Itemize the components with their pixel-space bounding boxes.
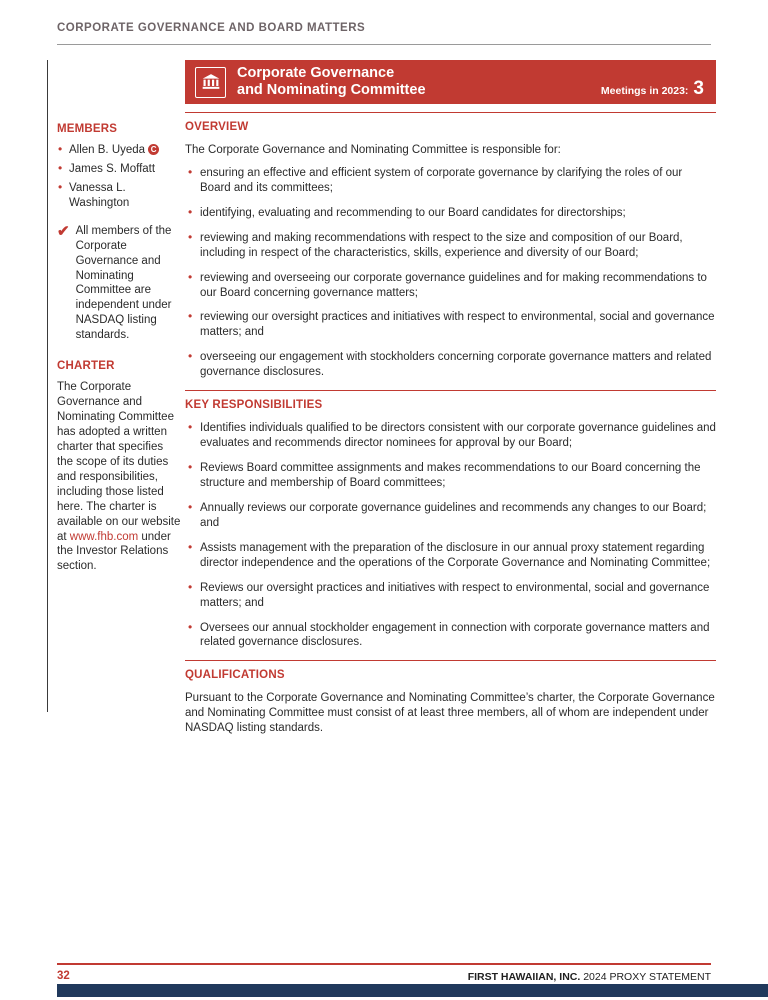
footer-text bbox=[468, 971, 711, 983]
independence-note bbox=[57, 224, 181, 344]
qualifications-heading: QUALIFICATIONS bbox=[185, 669, 285, 682]
member-item bbox=[57, 143, 181, 158]
independence-note-text: All members of the Corporate Governance and Nominating Committee are independent under NASDAQ listing standards. bbox=[75, 224, 172, 342]
overview-bullet bbox=[185, 310, 716, 340]
charter-text-before-link: The Corporate Governance and Nominating Committee has adopted a written charter that specifies the scope of its duties and responsibilities, including those listed here. The charter is available on our website at bbox=[57, 381, 181, 543]
overview-bullet bbox=[185, 271, 716, 301]
key-responsibility-bullet bbox=[185, 461, 716, 491]
chair-badge: C bbox=[148, 144, 159, 155]
bullet-text: reviewing our oversight practices and initiatives with respect to environmental, social and governance matters; and bbox=[200, 311, 715, 339]
overview-intro: The Corporate Governance and Nominating Committee is responsible for: bbox=[185, 143, 561, 156]
qualifications-section bbox=[185, 660, 716, 736]
bullet-text: Assists management with the preparation of the disclosure in our annual proxy statement regarding director independence and the operations of the Corporate Governance and Nominating Committee; bbox=[200, 541, 711, 569]
key-responsibilities-bullet-list bbox=[185, 421, 716, 650]
overview-bullet bbox=[185, 231, 716, 261]
footer-company-name: FIRST HAWAIIAN, INC. bbox=[467, 971, 581, 983]
charter-heading: CHARTER bbox=[57, 360, 115, 373]
page-section-header: CORPORATE GOVERNANCE AND BOARD MATTERS bbox=[57, 22, 366, 34]
sidebar bbox=[57, 122, 181, 574]
bullet-text: Identifies individuals qualified to be directors consistent with our corporate governance guidelines and evaluates and recommends director nominees for approval by our Board; bbox=[200, 422, 716, 450]
page-number: 32 bbox=[57, 970, 70, 982]
key-responsibility-bullet bbox=[185, 581, 716, 611]
bank-icon bbox=[195, 67, 226, 98]
member-item bbox=[57, 162, 181, 177]
left-margin-rule bbox=[47, 60, 48, 712]
overview-section bbox=[185, 112, 716, 380]
overview-bullet bbox=[185, 350, 716, 380]
bullet-text: reviewing and overseeing our corporate governance guidelines and for making recommendations to our Board concerning governance matters; bbox=[200, 271, 707, 299]
bullet-text: Reviews our oversight practices and initiatives with respect to environmental, social and governance matters; and bbox=[200, 581, 710, 609]
charter-text-after-link: under the Investor Relations section. bbox=[57, 530, 171, 573]
bullet-text: Annually reviews our corporate governance guidelines and recommends any changes to our Board; and bbox=[200, 501, 707, 529]
overview-bullet bbox=[185, 166, 716, 196]
bullet-text: identifying, evaluating and recommending to our Board candidates for directorships; bbox=[200, 206, 626, 219]
meetings-counter bbox=[601, 79, 704, 104]
committee-title-line1: Corporate Governance bbox=[237, 64, 395, 81]
committee-title-line2: and Nominating Committee bbox=[237, 82, 426, 98]
bullet-text: Reviews Board committee assignments and makes recommendations to our Board concerning the structure and membership of Board committees; bbox=[200, 462, 701, 489]
bullet-text: reviewing and making recommendations with respect to the size and composition of our Board, including in respect of the characteristics, skills, experience and diversity of our Board; bbox=[200, 231, 683, 259]
member-name: James S. Moffatt bbox=[69, 162, 156, 175]
members-heading: MEMBERS bbox=[57, 123, 118, 135]
footer-divider bbox=[57, 963, 711, 965]
header-divider bbox=[57, 44, 711, 45]
committee-title bbox=[237, 65, 426, 99]
meetings-label: Meetings in 2023: bbox=[600, 85, 689, 98]
key-responsibilities-heading: KEY RESPONSIBILITIES bbox=[185, 399, 323, 412]
bullet-text: overseeing our engagement with stockholders concerning corporate governance matters and related governance disclosures. bbox=[200, 351, 712, 379]
charter-text bbox=[57, 380, 181, 574]
overview-bullet bbox=[185, 206, 716, 221]
key-responsibility-bullet bbox=[185, 421, 716, 451]
members-list bbox=[57, 143, 181, 211]
fhb-website-link[interactable]: www.fhb.com bbox=[69, 530, 139, 543]
key-responsibilities-section bbox=[185, 390, 716, 650]
footer-doc-title: 2024 PROXY STATEMENT bbox=[580, 971, 711, 983]
bullet-text: Oversees our annual stockholder engagement in connection with corporate governance matters and related governance disclosures. bbox=[200, 621, 710, 649]
key-responsibility-bullet bbox=[185, 621, 716, 651]
committee-header-band bbox=[185, 60, 716, 104]
qualifications-text: Pursuant to the Corporate Governance and Nominating Committee’s charter, the Corporate Governance and Nominating Committee must consist of at least three members, all of whom are independent under NASDAQ listing standards. bbox=[185, 692, 715, 735]
member-item bbox=[57, 181, 181, 211]
overview-bullet-list bbox=[185, 166, 716, 380]
bullet-text: ensuring an effective and efficient system of corporate governance by clarifying the roles of our Board and its committees; bbox=[200, 166, 683, 194]
overview-heading: OVERVIEW bbox=[185, 121, 249, 133]
footer-accent-bar bbox=[57, 984, 768, 997]
member-name: Vanessa L. Washington bbox=[69, 181, 130, 209]
key-responsibility-bullet bbox=[185, 541, 716, 571]
meetings-count: 3 bbox=[693, 78, 704, 100]
key-responsibility-bullet bbox=[185, 501, 716, 531]
checkmark-icon: ✔ bbox=[57, 222, 70, 240]
main-column bbox=[185, 60, 716, 744]
member-name: Allen B. Uyeda bbox=[69, 143, 146, 156]
